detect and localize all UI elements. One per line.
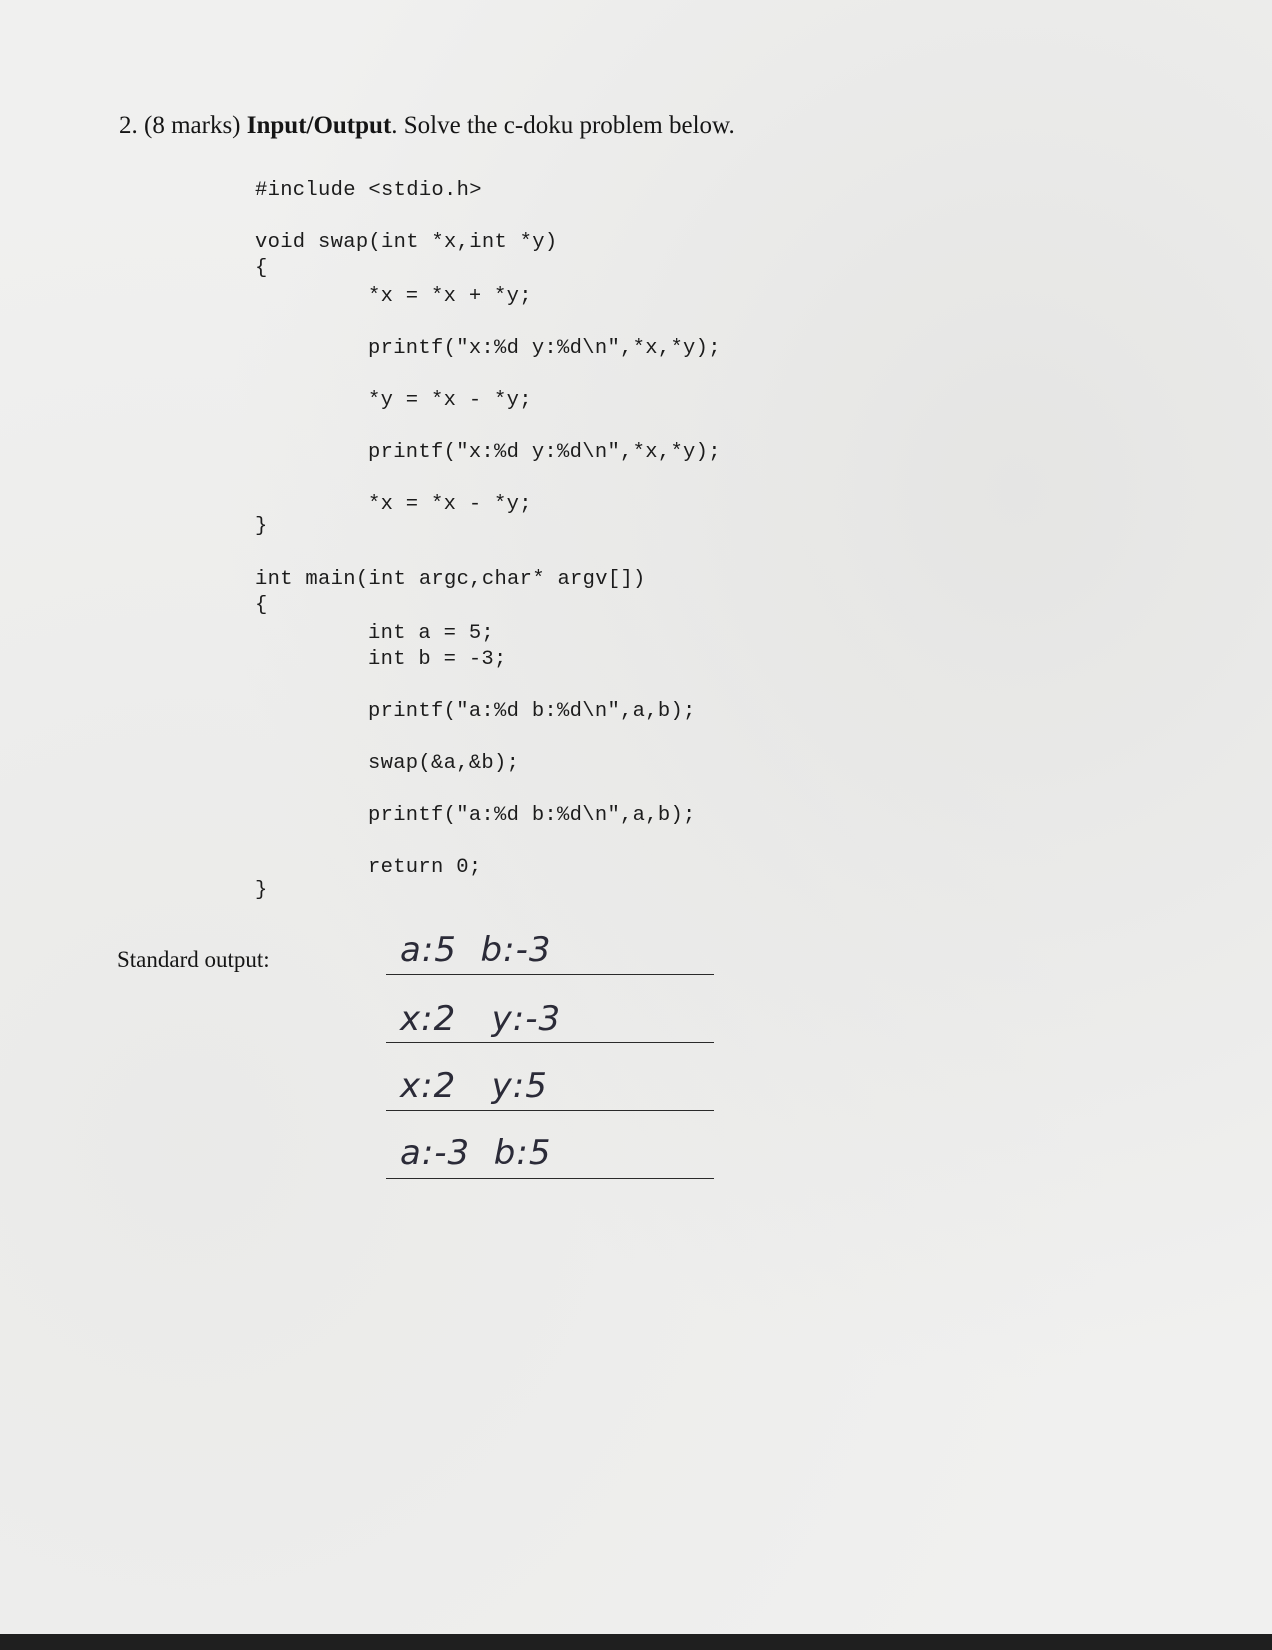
code-line-open-brace: { (255, 257, 268, 280)
question-marks: (8 marks) (144, 112, 241, 139)
standard-output-label: Standard output: (117, 947, 270, 972)
handwritten-answer-1: a:5 b:-3 (400, 930, 552, 970)
question-topic: Input/Output (246, 112, 392, 139)
answer-underline-3 (386, 1110, 714, 1111)
code-line-swap-stmt-2: *y = *x - *y; (368, 389, 532, 412)
code-line-swap-stmt-1: *x = *x + *y; (368, 285, 532, 308)
handwritten-answer-4: a:-3 b:5 (400, 1133, 552, 1173)
handwritten-answer-3: x:2 y:5 (400, 1066, 548, 1106)
handwritten-answer-2: x:2 y:-3 (400, 999, 562, 1039)
code-line-swap-printf-2: printf("x:%d y:%d\n",*x,*y); (368, 441, 721, 464)
question-number: 2. (119, 112, 138, 139)
code-line-swap-signature: void swap(int *x,int *y) (255, 231, 558, 254)
code-line-declare-a: int a = 5; (368, 622, 495, 645)
answer-underline-2 (386, 1042, 714, 1043)
code-line-close-brace: } (255, 515, 268, 538)
code-line-main-signature: int main(int argc,char* argv[]) (255, 568, 646, 591)
question-heading (119, 111, 735, 141)
code-line-main-close-brace: } (255, 879, 268, 902)
code-line-main-printf-1: printf("a:%d b:%d\n",a,b); (368, 700, 696, 723)
code-line-main-printf-2: printf("a:%d b:%d\n",a,b); (368, 804, 696, 827)
answer-underline-4 (386, 1178, 714, 1179)
code-line-main-open-brace: { (255, 594, 268, 617)
scan-bottom-edge (0, 1634, 1272, 1650)
code-line-include: #include <stdio.h> (255, 179, 482, 202)
question-instruction: Solve the c-doku problem below. (403, 112, 735, 139)
code-line-swap-call: swap(&a,&b); (368, 752, 520, 775)
topic-period: . (391, 112, 398, 139)
code-line-return: return 0; (368, 856, 482, 879)
code-line-declare-b: int b = -3; (368, 648, 507, 671)
code-line-swap-printf-1: printf("x:%d y:%d\n",*x,*y); (368, 337, 721, 360)
answer-underline-1 (386, 974, 714, 975)
code-line-swap-stmt-3: *x = *x - *y; (368, 493, 532, 516)
